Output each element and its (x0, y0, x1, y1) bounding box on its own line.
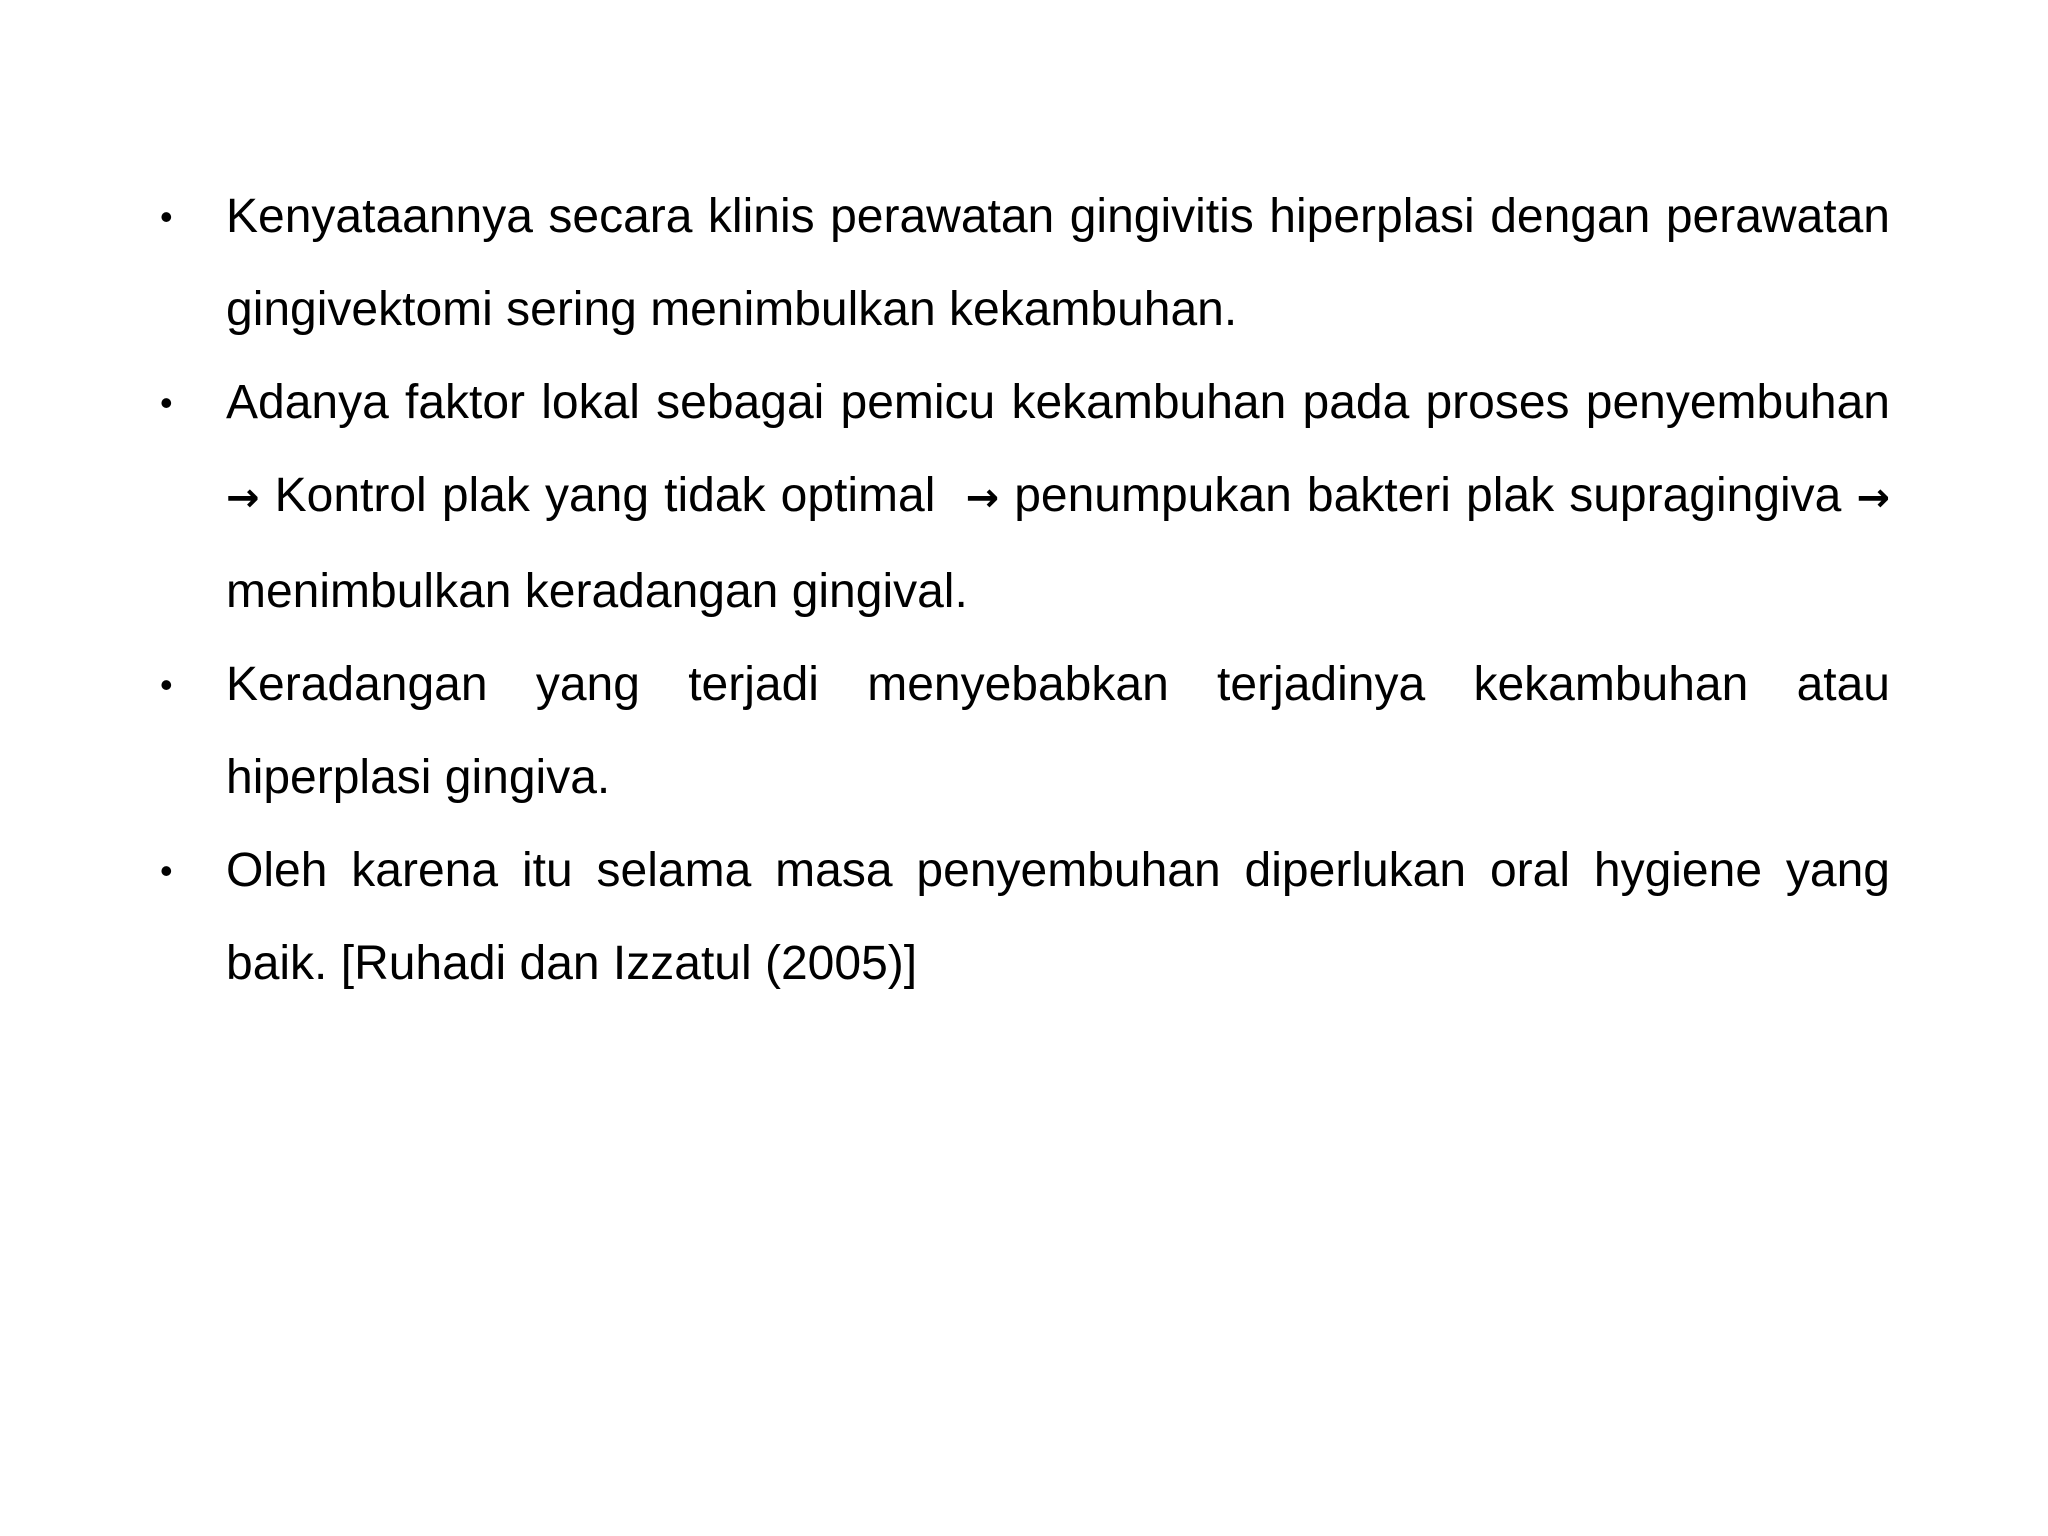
bullet-text-2d: menimbulkan keradangan gingival. (226, 565, 968, 618)
arrow-right-icon: → (965, 475, 1000, 521)
bullet-text-3: Keradangan yang terjadi menyebabkan terjadinya kekambuhan atau hiperplasi gingiva. (226, 658, 1890, 804)
bullet-icon: • (160, 196, 173, 237)
bullet-icon: • (160, 382, 173, 423)
arrow-right-icon: → (1856, 475, 1890, 521)
bullet-text-2b: Kontrol plak yang tidak optimal (274, 469, 936, 522)
arrow-right-icon: → (226, 475, 260, 521)
bullet-item-4 (160, 824, 1890, 1010)
bullet-text-1: Kenyataannya secara klinis perawatan gingivitis hiperplasi dengan perawatan gingivektomi sering menimbulkan kekambuhan. (226, 190, 1890, 336)
bullet-item-2 (160, 356, 1890, 638)
bullet-icon: • (160, 664, 173, 705)
bullet-item-3 (160, 638, 1890, 824)
bullet-text-2a: Adanya faktor lokal sebagai pemicu kekambuhan pada proses penyembuhan (226, 376, 1890, 429)
bullet-list (160, 170, 1890, 1010)
bullet-text-2c: penumpukan bakteri plak supragingiva (1014, 469, 1842, 522)
bullet-item-1 (160, 170, 1890, 356)
bullet-icon: • (160, 850, 173, 891)
bullet-text-4: Oleh karena itu selama masa penyembuhan diperlukan oral hygiene yang baik. [Ruhadi dan Izzatul (2005)] (226, 844, 1890, 990)
